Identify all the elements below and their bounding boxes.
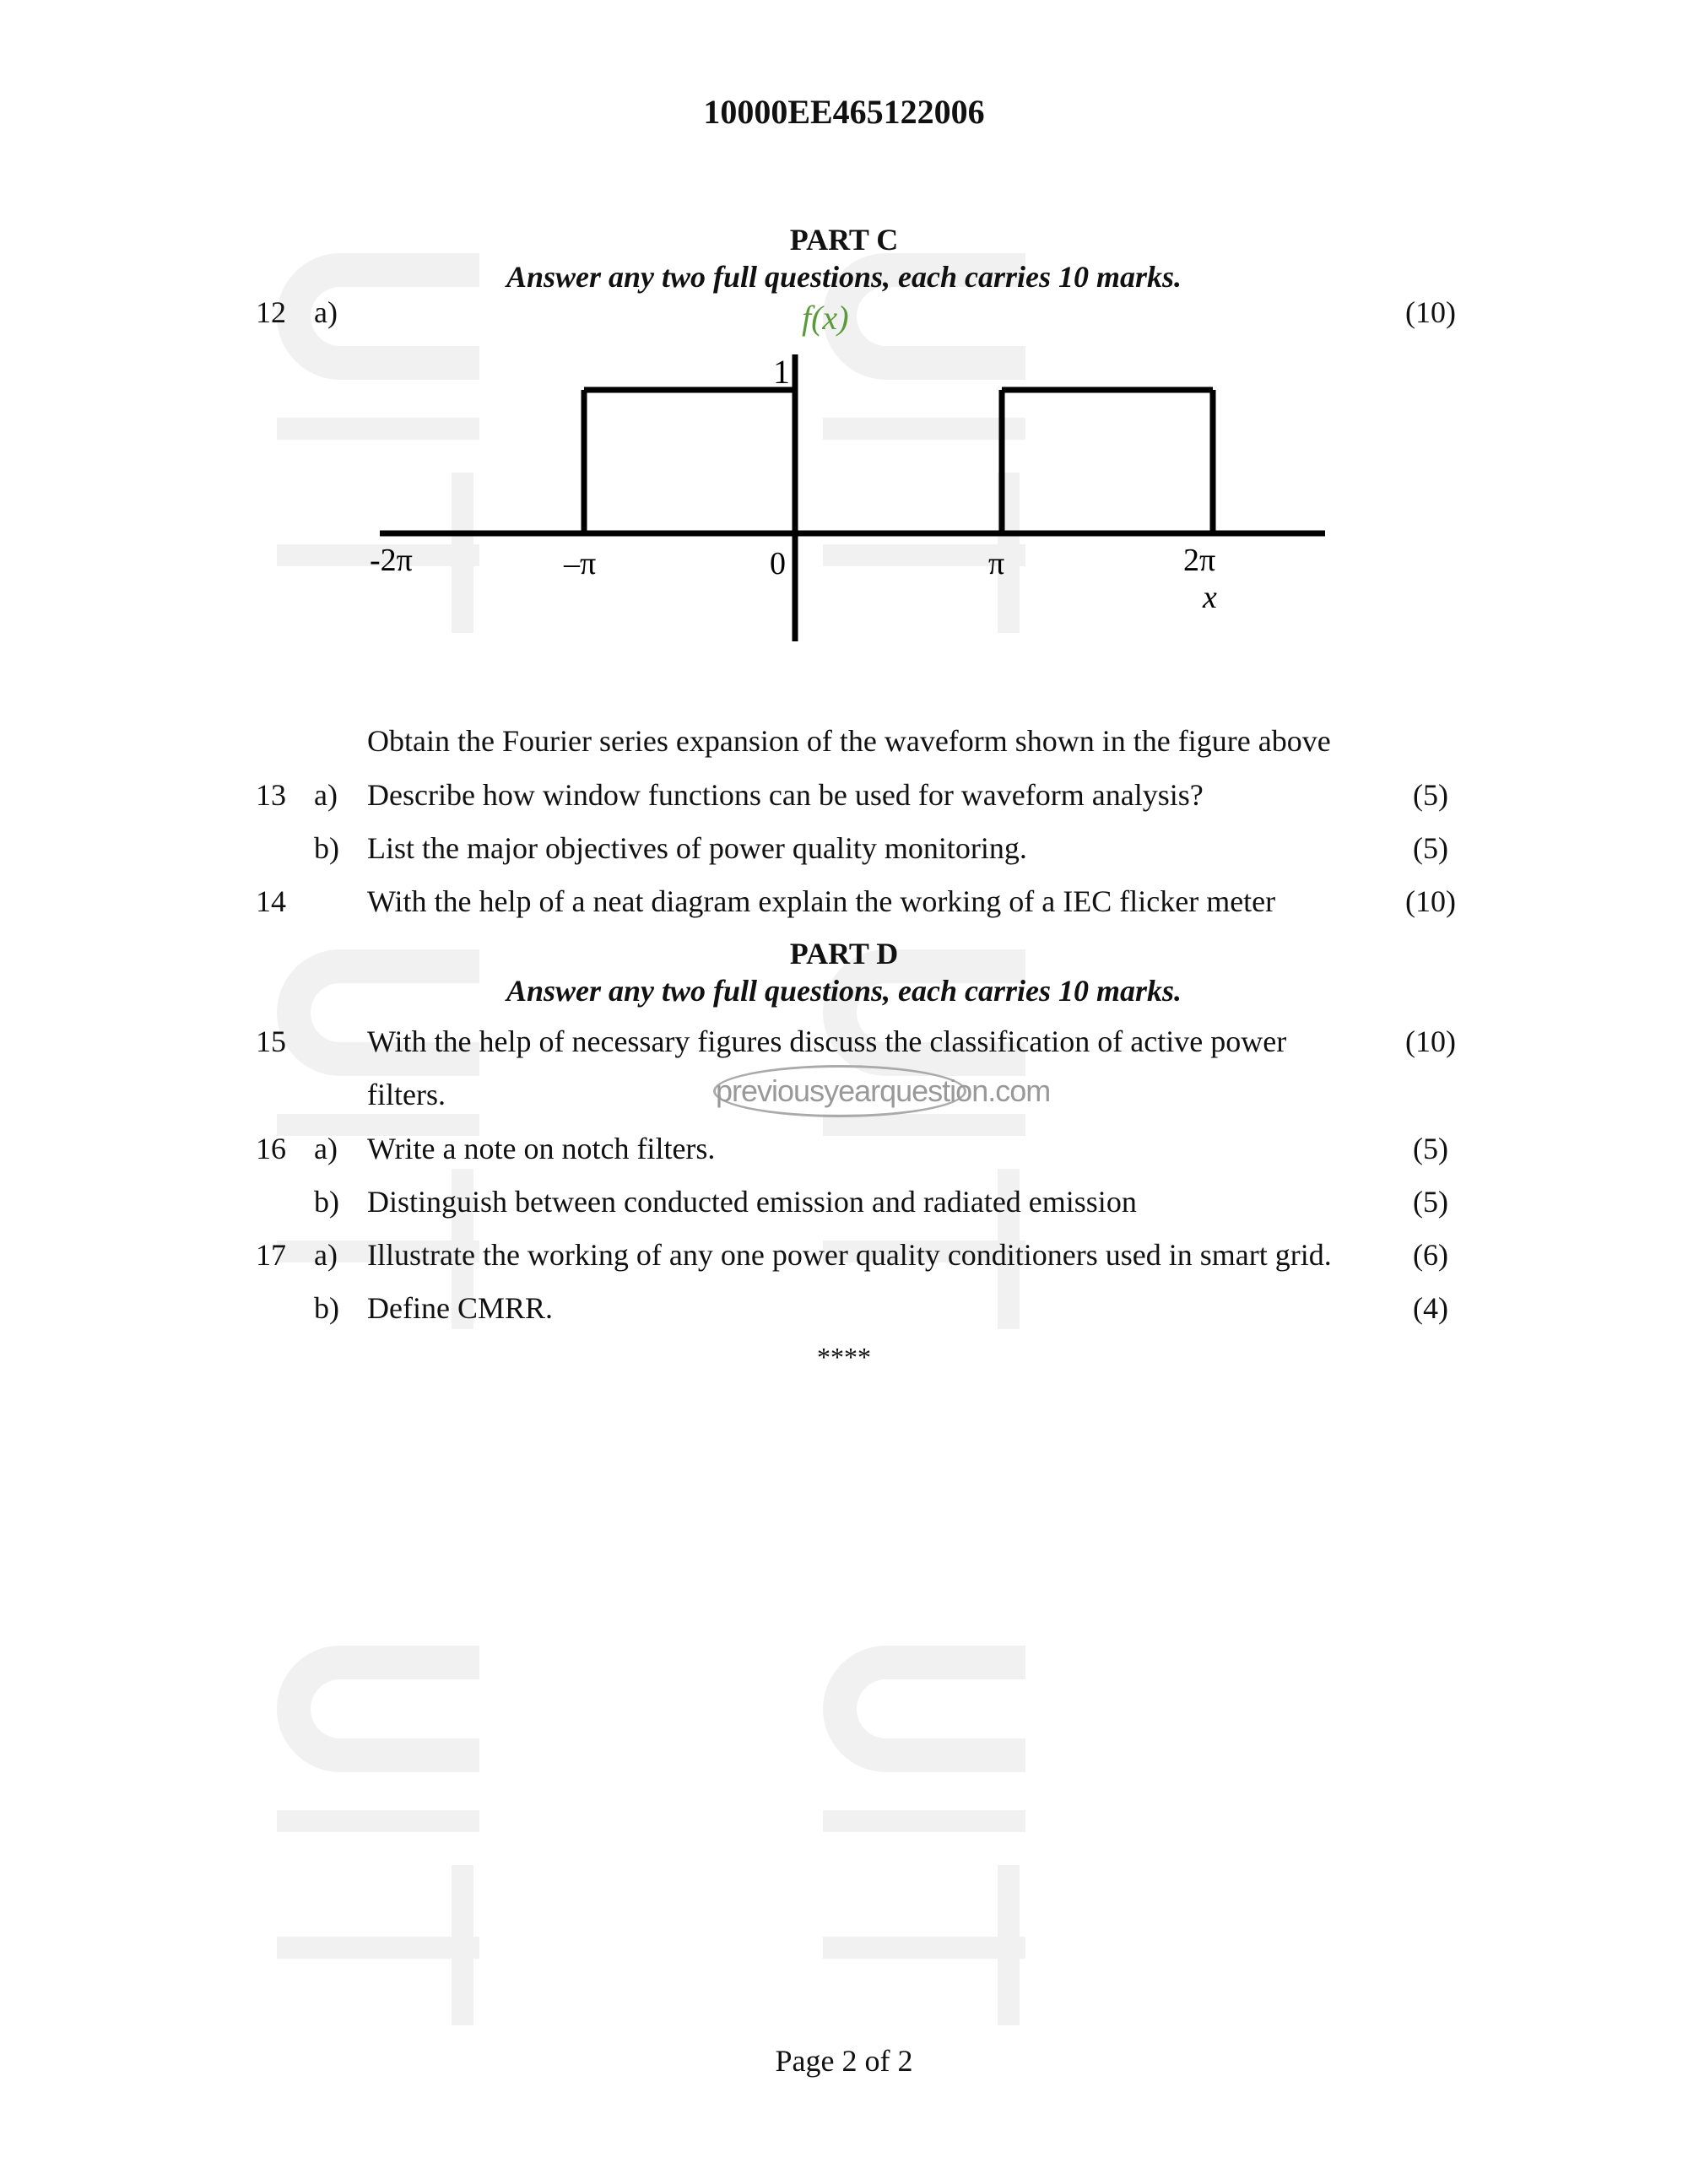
marks-17b: (4) — [1413, 1291, 1448, 1325]
square-wave-figure — [363, 295, 1342, 650]
question-sub-16a: a) — [314, 1132, 338, 1165]
y-axis-label: f(x) — [802, 299, 849, 337]
question-number-17: 17 — [256, 1238, 286, 1272]
question-number-14: 14 — [256, 884, 286, 918]
marks-13a: (5) — [1413, 778, 1448, 812]
question-text-16b: Distinguish between conducted emission and radiated emission — [367, 1185, 1137, 1219]
part-c-instruction: Answer any two full questions, each carries 10 marks. — [506, 260, 1182, 294]
site-watermark: previousyearquestion.com — [713, 1065, 966, 1117]
question-number-16: 16 — [256, 1132, 286, 1165]
question-sub-17b: b) — [314, 1291, 339, 1325]
question-text-13a: Describe how window functions can be used for waveform analysis? — [367, 778, 1204, 812]
marks-12: (10) — [1405, 295, 1456, 329]
question-text-16a: Write a note on notch filters. — [367, 1132, 716, 1165]
tick-label-2pi: 2π — [1183, 543, 1216, 578]
paper-code: 10000EE465122006 — [703, 93, 985, 131]
question-text-15-line-2: filters. — [367, 1078, 446, 1111]
question-text-17a: Illustrate the working of any one power quality conditioners used in smart grid. — [367, 1238, 1332, 1272]
tick-label-pi: π — [988, 546, 1005, 581]
tick-label-minus-pi: –π — [564, 546, 597, 581]
amplitude-label: 1 — [773, 353, 790, 391]
question-number-13: 13 — [256, 778, 286, 812]
question-text-14: With the help of a neat diagram explain the working of a IEC flicker meter — [367, 884, 1276, 918]
x-axis-label: x — [1203, 580, 1217, 615]
question-number-12: 12 — [256, 295, 286, 329]
question-text-12a: Obtain the Fourier series expansion of the waveform shown in the figure above — [367, 724, 1331, 758]
marks-17a: (6) — [1413, 1238, 1448, 1272]
question-number-15: 15 — [256, 1024, 286, 1058]
part-d-title: PART D — [789, 937, 899, 970]
marks-15: (10) — [1405, 1024, 1456, 1058]
tick-label-minus-2pi: -2π — [370, 543, 413, 578]
question-sub-16b: b) — [314, 1185, 339, 1219]
question-sub-12a: a) — [314, 295, 338, 329]
question-text-13b: List the major objectives of power quality monitoring. — [367, 831, 1027, 865]
marks-16b: (5) — [1413, 1185, 1448, 1219]
question-sub-17a: a) — [314, 1238, 338, 1272]
question-text-17b: Define CMRR. — [367, 1291, 553, 1325]
marks-13b: (5) — [1413, 831, 1448, 865]
marks-16a: (5) — [1413, 1132, 1448, 1165]
part-d-instruction: Answer any two full questions, each carries 10 marks. — [506, 974, 1182, 1008]
question-text-15-line-1: With the help of necessary figures discuss the classification of active power — [367, 1024, 1287, 1058]
part-c-title: PART C — [789, 223, 899, 257]
tick-label-zero: 0 — [770, 546, 786, 581]
marks-14: (10) — [1405, 884, 1456, 918]
question-sub-13b: b) — [314, 831, 339, 865]
end-of-questions-mark: **** — [817, 1342, 871, 1372]
page-number: Page 2 of 2 — [775, 2044, 913, 2078]
question-sub-13a: a) — [314, 778, 338, 812]
